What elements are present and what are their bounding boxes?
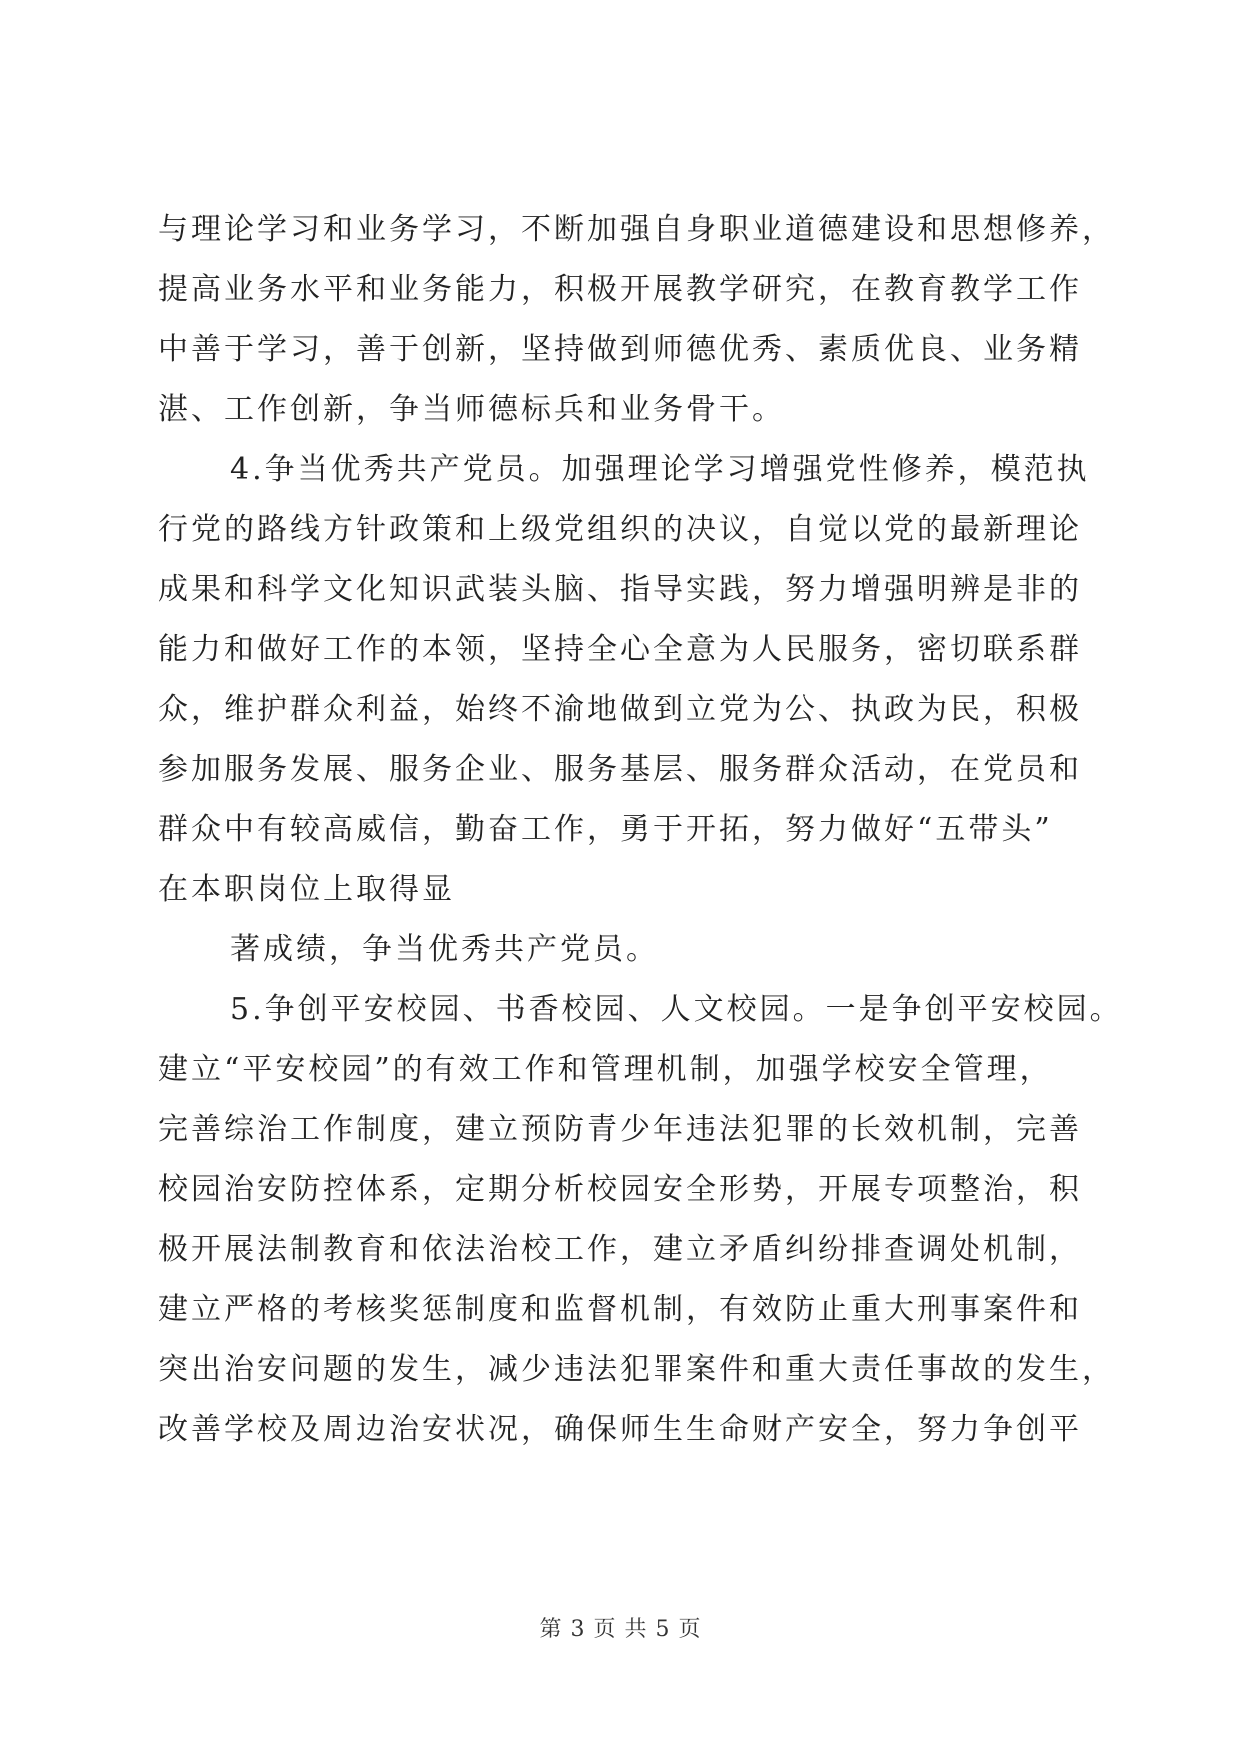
text-line: 完善综治工作制度，建立预防青少年违法犯罪的长效机制，完善: [158, 1112, 1082, 1147]
text-line: 改善学校及周边治安状况，确保师生生命财产安全，努力争创平: [158, 1412, 1082, 1447]
text-line: 建立“平安校园”的有效工作和管理机制，加强学校安全管理，: [158, 1052, 1053, 1087]
text-line: 在本职岗位上取得显: [158, 872, 455, 907]
paragraph-start-line: 4.争当优秀共产党员。加强理论学习增强党性修养，模范执: [230, 452, 1090, 487]
text-line: 群众中有较高威信，勤奋工作，勇于开拓，努力做好“五带头”: [158, 812, 1053, 847]
text-line: 成果和科学文化知识武装头脑、指导实践，努力增强明辨是非的: [158, 572, 1082, 607]
text-line: 校园治安防控体系，定期分析校园安全形势，开展专项整治，积: [158, 1172, 1082, 1207]
document-body: [158, 200, 1123, 1460]
page-indicator: 第 3 页 共 5 页: [539, 1617, 702, 1642]
text-line: 提高业务水平和业务能力，积极开展教学研究，在教育教学工作: [158, 272, 1082, 307]
text-line: 参加服务发展、服务企业、服务基层、服务群众活动，在党员和: [158, 752, 1082, 787]
text-line: 中善于学习，善于创新，坚持做到师德优秀、素质优良、业务精: [158, 332, 1082, 367]
text-line: 与理论学习和业务学习，不断加强自身职业道德建设和思想修养，: [158, 212, 1115, 247]
text-line: 众，维护群众利益，始终不渝地做到立党为公、执政为民，积极: [158, 692, 1082, 727]
text-line: 突出治安问题的发生，减少违法犯罪案件和重大责任事故的发生，: [158, 1352, 1115, 1387]
paragraph-start-line: 5.争创平安校园、书香校园、人文校园。一是争创平安校园。: [230, 992, 1123, 1027]
text-line: 能力和做好工作的本领，坚持全心全意为人民服务，密切联系群: [158, 632, 1082, 667]
page-footer: [0, 1612, 1241, 1643]
text-line: 湛、工作创新，争当师德标兵和业务骨干。: [158, 392, 785, 427]
paragraph-start-line: 著成绩，争当优秀共产党员。: [230, 932, 659, 967]
text-line: 行党的路线方针政策和上级党组织的决议，自觉以党的最新理论: [158, 512, 1082, 547]
text-line: 建立严格的考核奖惩制度和监督机制，有效防止重大刑事案件和: [158, 1292, 1082, 1327]
text-line: 极开展法制教育和依法治校工作，建立矛盾纠纷排查调处机制，: [158, 1232, 1082, 1267]
